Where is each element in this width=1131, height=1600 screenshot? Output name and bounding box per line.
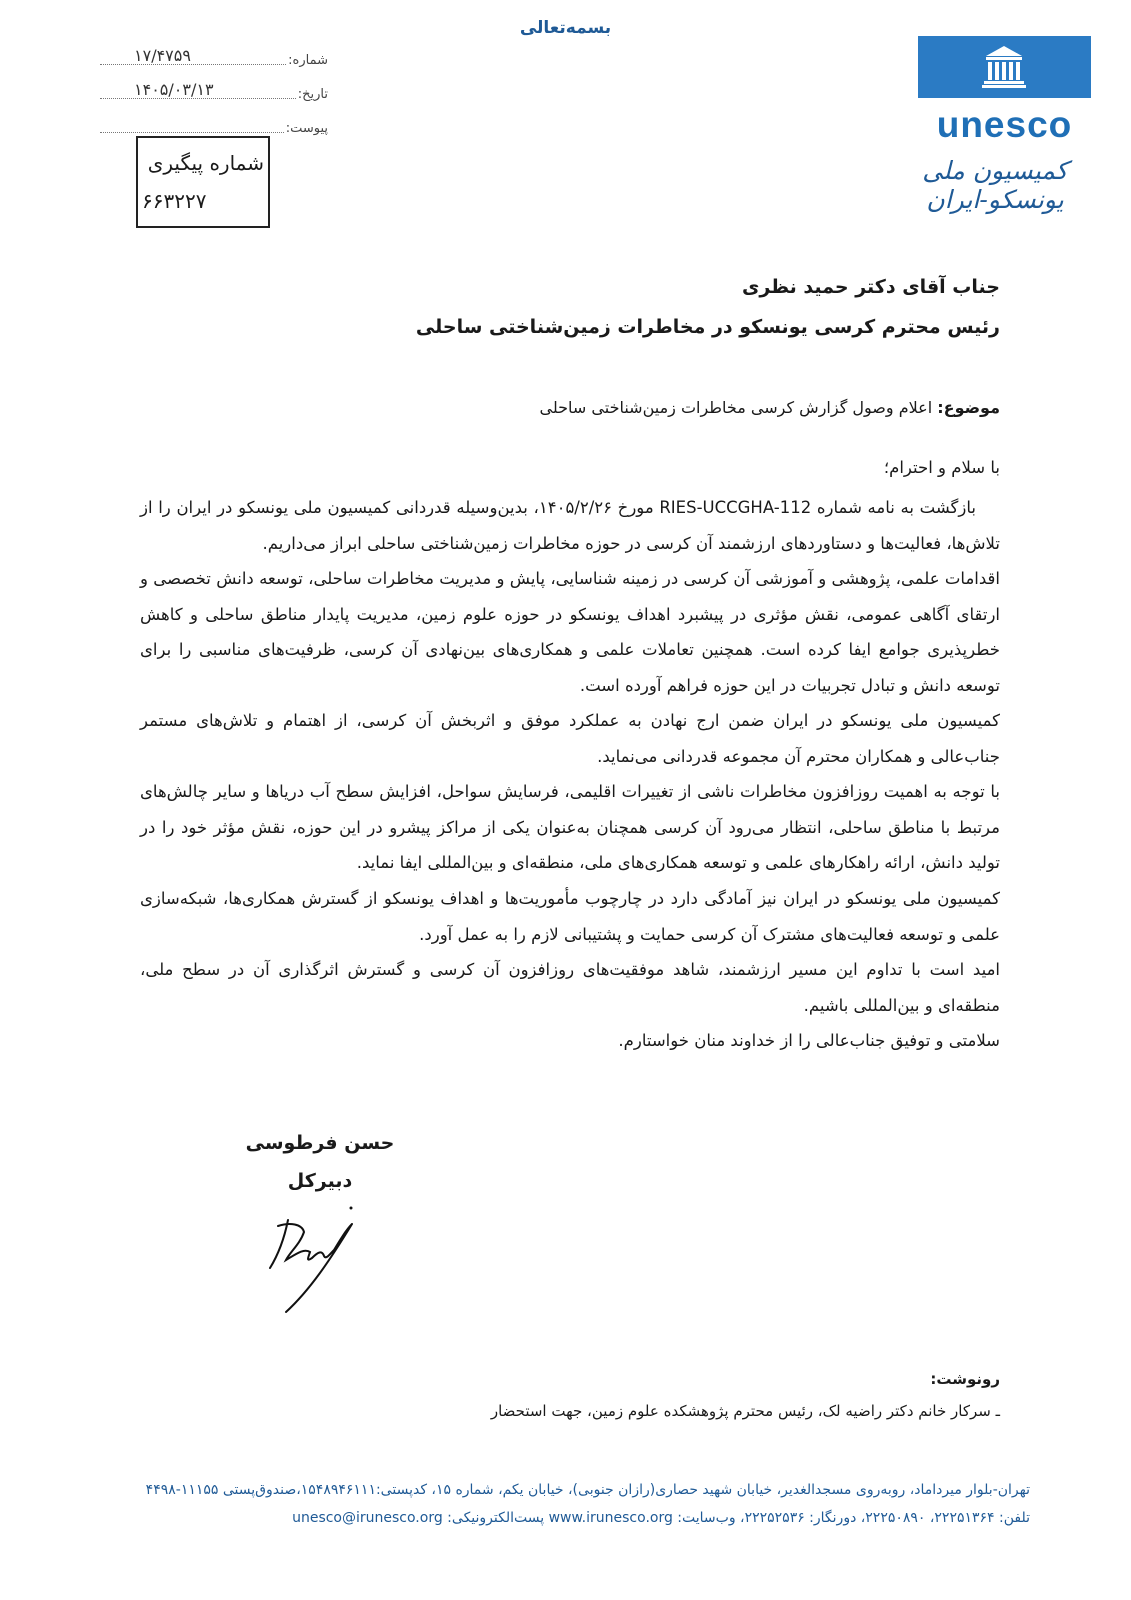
body-paragraph: با توجه به اهمیت روزافزون مخاطرات ناشی از تغییرات اقلیمی، فرسایش سواحل، افزایش سطح آب دریاها و سایر چالش‌های مرتبط با مناطق ساحلی، انتظار می‌رود آن کرسی همچنان به‌عنوان یکی از مراکز پیشرو در این حوزه، نقش مؤثر خود را در تولید دانش، ارائه راهکارهای علمی و توسعه همکاری‌های ملی، منطقه‌ای و بین‌المللی ایفا نماید. [140, 782, 1000, 872]
letter-date: ۱۴۰۵/۰۳/۱۳ [134, 80, 214, 99]
footer-address: تهران-بلوار میرداماد، روبه‌روی مسجدالغدیر، خیابان شهید حصاری(رازان جنوبی)، خیابان یکم، شماره ۱۵، کدپستی:۱۵۴۸۹۴۶۱۱۱،صندوق‌پستی ۱۱۱۵۵-۴۴۹۸ [145, 1482, 1030, 1498]
letter-meta [98, 46, 328, 136]
meta-number: شماره: ۱۷/۴۷۵۹ [98, 46, 328, 68]
body-paragraph: امید است با تداوم این مسیر ارزشمند، شاهد موفقیت‌های روزافزون آن کرسی و گسترش اثرگذاری آن در سطح ملی، منطقه‌ای و بین‌المللی باشیم. [140, 960, 1000, 1015]
body-paragraph: اقدامات علمی، پژوهشی و آموزشی آن کرسی در زمینه شناسایی، پایش و مدیریت مخاطرات ساحلی، توسعه دانش تخصصی و ارتقای آگاهی عمومی، نقش مؤثری در پیشبرد اهداف یونسکو در حوزه علوم زمین، مدیریت پایدار مناطق ساحلی و کاهش خطرپذیری جوامع ایفا کرده است. همچنین تعاملات علمی و همکاری‌های بین‌نهادی آن کرسی، ظرفیت‌های مناسبی را برای توسعه دانش و تبادل تجربیات در این حوزه فراهم آورده است. [140, 569, 1000, 695]
body-paragraph: بازگشت به نامه شماره RIES-UCCGHA-112 مورخ ۱۴۰۵/۲/۲۶، بدین‌وسیله قدردانی کمیسیون ملی یونسکو در ایران را از تلاش‌ها، فعالیت‌ها و دستاوردهای ارزشمند آن کرسی در حوزه مخاطرات زمین‌شناختی ساحلی ابراز می‌داریم. [140, 498, 1000, 553]
recipient-name: جناب آقای دکتر حمید نظری [741, 276, 1000, 298]
subject-text: اعلام وصول گزارش کرسی مخاطرات زمین‌شناختی ساحلی [539, 398, 933, 417]
subject-line [140, 398, 1000, 417]
handwritten-signature [260, 1200, 370, 1320]
body-paragraph: کمیسیون ملی یونسکو در ایران نیز آمادگی دارد در چارچوب مأموریت‌ها و اهداف یونسکو از گسترش همکاری‌ها، شبکه‌سازی علمی و توسعه فعالیت‌های مشترک آن کرسی حمایت و پشتیبانی لازم را به عمل آورد. [140, 889, 1000, 944]
meta-attachment: پیوست: [98, 114, 328, 136]
recipient-title: رئیس محترم کرسی یونسکو در مخاطرات زمین‌شناختی ساحلی [415, 316, 1000, 338]
basmala-heading: بسمه‌تعالی [519, 18, 612, 38]
cc-label: رونوشت: [930, 1370, 1000, 1388]
letter-number: ۱۷/۴۷۵۹ [134, 46, 191, 65]
body-paragraph: سلامتی و توفیق جناب‌عالی را از خداوند منان خواستارم. [618, 1031, 1000, 1050]
unesco-wordmark: unesco [936, 104, 1073, 145]
signatory-name: حسن فرطوسی [245, 1132, 395, 1154]
subject-label: موضوع: [937, 398, 1000, 417]
tracking-label: شماره پیگیری [147, 151, 264, 175]
meta-date: تاریخ: ۱۴۰۵/۰۳/۱۳ [98, 80, 328, 102]
cc-item: ـ سرکار خانم دکتر راضیه لک، رئیس محترم پژوهشکده علوم زمین، جهت استحضار [490, 1402, 1000, 1420]
signatory-title: دبیرکل [287, 1170, 353, 1192]
tracking-number-stamp [136, 136, 270, 228]
greeting: با سلام و احترام؛ [883, 458, 1000, 477]
tracking-number: ۶۶۳۲۲۷ [142, 189, 207, 213]
commission-name-logo: کمیسیون ملی یونسکو-ایران [922, 156, 1068, 214]
unesco-logo-emblem [918, 36, 1091, 98]
temple-icon [918, 36, 1091, 98]
footer-contact: تلفن: ۲۲۲۵۱۳۶۴، ۲۲۲۵۰۸۹۰، دورنگار: ۲۲۲۵۲۵۳۶، وب‌سایت: www.irunesco.org پست‌الکترونیکی: unesco@irunesco.org [292, 1510, 1030, 1526]
body-paragraph: کمیسیون ملی یونسکو در ایران ضمن ارج نهادن به عملکرد موفق و اثربخش آن کرسی، از اهتمام و تلاش‌های مستمر جناب‌عالی و همکاران محترم آن مجموعه قدردانی می‌نماید. [140, 711, 1000, 766]
